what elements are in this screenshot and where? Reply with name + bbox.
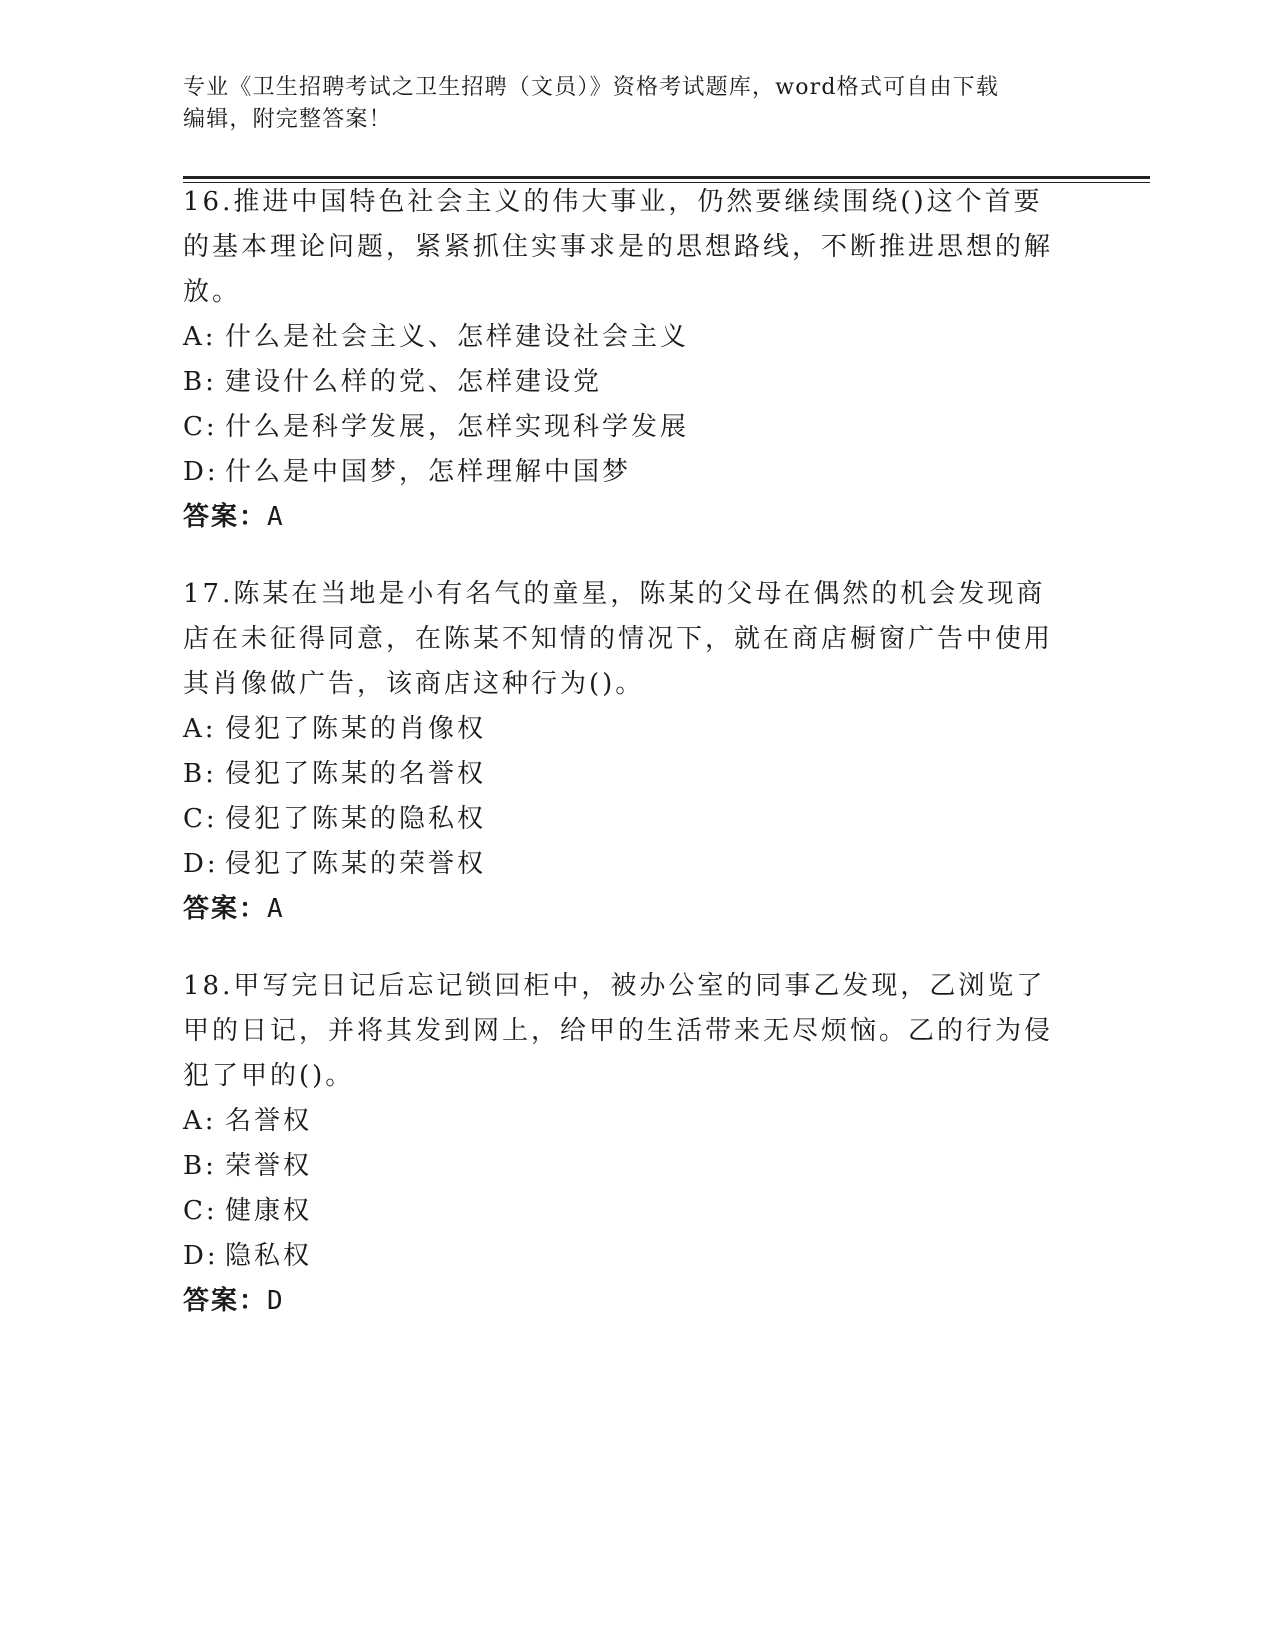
option-letter: D: [183,457,219,487]
option-c [183,797,1063,842]
header-divider-thick [183,176,1150,179]
option-b [183,360,1063,405]
option-letter: A: [183,1106,217,1136]
header-line-2: 编辑，附完整答案！ [183,107,392,132]
option-text: 侵犯了陈某的隐私权 [225,804,487,834]
option-letter: C: [183,804,218,834]
answer-label: 答案： [183,894,268,924]
option-text: 名誉权 [225,1106,313,1136]
option-letter: C: [183,412,218,442]
document-header [183,72,1063,136]
option-a [183,707,1063,752]
option-text: 侵犯了陈某的肖像权 [225,714,487,744]
option-text: 侵犯了陈某的荣誉权 [225,849,487,879]
option-letter: D: [183,1241,219,1271]
answer-line [183,495,1063,540]
option-text: 什么是社会主义、怎样建设社会主义 [225,322,690,352]
option-text: 侵犯了陈某的名誉权 [225,759,487,789]
option-letter: A: [183,714,217,744]
option-text: 隐私权 [225,1241,313,1271]
option-letter: B: [183,1151,217,1181]
option-text: 荣誉权 [225,1151,313,1181]
option-b [183,1144,1063,1189]
option-letter: C: [183,1196,218,1226]
option-text: 什么是中国梦，怎样理解中国梦 [225,457,632,487]
option-d [183,1234,1063,1279]
answer-value: D [267,1286,285,1316]
option-text: 健康权 [225,1196,313,1226]
option-letter: D: [183,849,219,879]
answer-value: A [267,894,285,924]
option-a [183,1099,1063,1144]
option-text: 建设什么样的党、怎样建设党 [225,367,603,397]
answer-label: 答案： [183,502,268,532]
answer-label: 答案： [183,1286,268,1316]
answer-line [183,1279,1063,1324]
question-18 [183,964,1063,1324]
option-letter: A: [183,322,217,352]
option-b [183,752,1063,797]
question-text: 16.推进中国特色社会主义的伟大事业，仍然要继续围绕()这个首要的基本理论问题，紧紧抓住实事求是的思想路线，不断推进思想的解放。 [183,187,1054,307]
header-line-1: 专业《卫生招聘考试之卫生招聘（文员）》资格考试题库，word格式可自由下载 [183,75,1000,100]
option-letter: B: [183,759,217,789]
option-text: 什么是科学发展，怎样实现科学发展 [225,412,690,442]
question-17 [183,572,1063,932]
option-a [183,315,1063,360]
option-letter: B: [183,367,217,397]
question-16 [183,180,1063,540]
option-d [183,450,1063,495]
question-text: 17.陈某在当地是小有名气的童星，陈某的父母在偶然的机会发现商店在未征得同意，在陈某不知情的情况下，就在商店橱窗广告中使用其肖像做广告，该商店这种行为()。 [183,579,1054,699]
question-text: 18.甲写完日记后忘记锁回柜中，被办公室的同事乙发现，乙浏览了甲的日记，并将其发到网上，给甲的生活带来无尽烦恼。乙的行为侵犯了甲的()。 [183,971,1054,1091]
answer-value: A [267,502,285,532]
answer-line [183,887,1063,932]
option-c [183,1189,1063,1234]
option-d [183,842,1063,887]
option-c [183,405,1063,450]
